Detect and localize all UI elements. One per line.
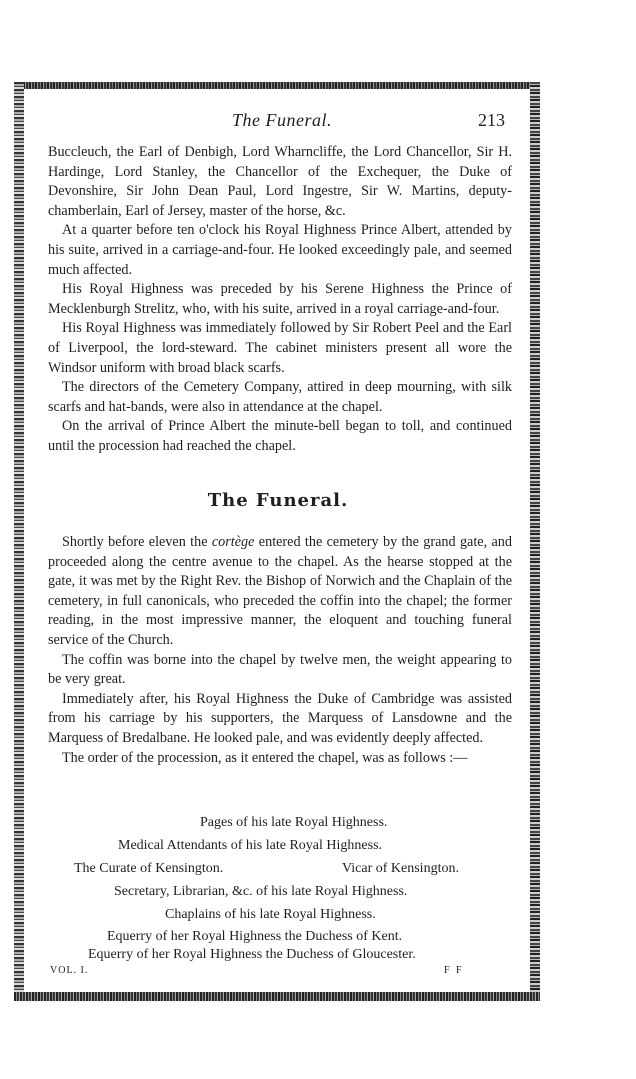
paragraph-text: entered the cemetery by the grand gate, and proceeded along the centre avenue to the chapel. As the hearse stopped at the gate, it was met by the Right Rev. the Bishop of Norwich and the Chaplain of the cemetery, in full canonicals, who preceded the coffin into the chapel; the former reading, in the most impressive manner, the eloquent and touching funeral service of the Church. [48,534,512,648]
paragraph: The directors of the Cemetery Company, attired in deep mourning, with silk scarfs and hat-bands, were also in attendance at the chapel. [48,379,512,415]
paragraph: The order of the procession, as it entered the chapel, was as follows :— [62,749,468,766]
paragraph: Buccleuch, the Earl of Denbigh, Lord Wharncliffe, the Lord Chancellor, Sir H. Hardinge, Lord Stanley, the Chancellor of the Exchequer, the Duke of Devonshire, Sir John Dean Paul, Lord Ingestre, Sir W. Martins, deputy-chamberlain, Earl of Jersey, master of the horse, &c. [48,144,512,219]
paragraph: On the arrival of Prince Albert the minute-bell began to toll, and continued until the procession had reached the chapel. [48,418,512,454]
paragraph: At a quarter before ten o'clock his Royal Highness Prince Albert, attended by his suite, arrived in a carriage-and-four. He looked exceedingly pale, and seemed much affected. [48,222,512,278]
paragraph: His Royal Highness was immediately followed by Sir Robert Peel and the Earl of Liverpool, the lord-steward. The cabinet ministers present all wore the Windsor uniform with broad black scarfs. [48,320,512,376]
volume-mark: VOL. I. [50,965,89,976]
italic-word: cortège [211,534,255,550]
procession-line: Pages of his late Royal Highness. [200,815,388,830]
paragraph [48,533,512,651]
page-border-right [530,82,540,1000]
text-block-top [48,143,512,457]
page-border-left [14,82,24,1000]
procession-line: Chaplains of his late Royal Highness. [165,907,376,922]
procession-line: Vicar of Kensington. [342,861,459,876]
procession-line: Secretary, Librarian, &c. of his late Royal Highness. [114,884,408,899]
paragraph: His Royal Highness was preceded by his Serene Highness the Prince of Mecklenburgh Strelitz, who, with his suite, arrived in a royal carriage-and-four. [48,281,512,317]
paragraph: Immediately after, his Royal Highness the Duke of Cambridge was assisted from his carriage by his supporters, the Marquess of Lansdowne and the Marquess of Bredalbane. He looked pale, and was evidently deeply affected. [48,690,512,746]
signature-mark: F F [444,965,464,976]
page-border-bottom [14,992,540,1001]
page-border-top [14,82,540,89]
paragraph-text: Shortly before eleven the [62,534,212,550]
procession-line: Equerry of her Royal Highness the Duchess of Gloucester. [88,947,416,962]
text-block-bottom [48,533,512,768]
running-head: The Funeral. [232,110,332,130]
paragraph: The coffin was borne into the chapel by twelve men, the weight appearing to be very great. [48,651,512,688]
page-number: 213 [478,110,505,130]
procession-line: The Curate of Kensington. [74,861,224,876]
section-heading: The Funeral. [207,490,349,511]
procession-line: Medical Attendants of his late Royal Highness. [118,838,383,853]
procession-line: Equerry of her Royal Highness the Duchess of Kent. [107,929,403,944]
